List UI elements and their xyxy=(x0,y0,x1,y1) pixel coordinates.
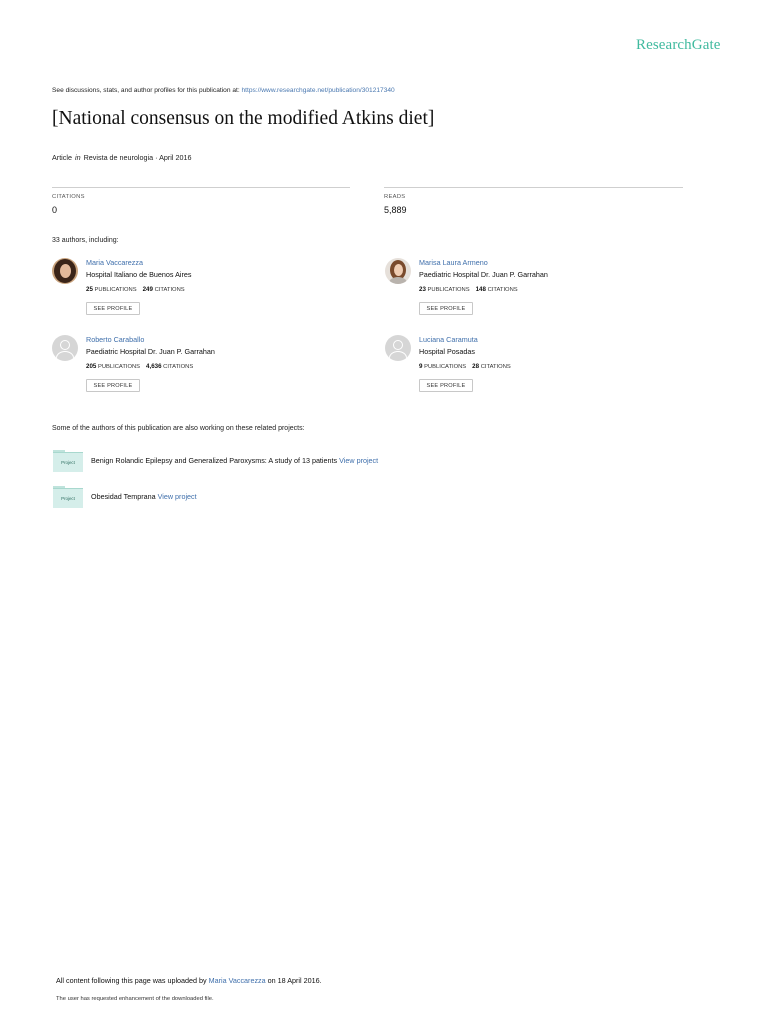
citations-count: 148 xyxy=(475,286,486,293)
discussion-line xyxy=(52,87,395,94)
author-name-link[interactable]: Marisa Laura Armeno xyxy=(419,258,488,267)
publications-label: PUBLICATIONS xyxy=(94,287,137,293)
publications-count: 25 xyxy=(86,286,93,293)
uploader-link[interactable]: Maria Vaccarezza xyxy=(208,976,266,985)
project-icon-label: Project xyxy=(61,460,75,465)
publications-count: 9 xyxy=(419,363,423,370)
publication-meta xyxy=(52,153,191,162)
citations-value: 0 xyxy=(52,205,58,215)
publication-type: Article xyxy=(52,153,72,162)
projects-heading: Some of the authors of this publication are also working on these related projects: xyxy=(52,425,305,432)
upload-suffix: on 18 April 2016. xyxy=(265,976,322,985)
publications-label: PUBLICATIONS xyxy=(427,287,470,293)
publications-count: 205 xyxy=(86,363,97,370)
project-item xyxy=(53,486,553,512)
project-folder-icon[interactable] xyxy=(53,450,83,472)
project-title: Benign Rolandic Epilepsy and Generalized Paroxysms: A study of 13 patients xyxy=(91,456,338,465)
author-stats xyxy=(86,363,193,370)
publications-label: PUBLICATIONS xyxy=(97,364,141,370)
researchgate-logo[interactable]: ResearchGate xyxy=(636,37,721,53)
publications-count: 23 xyxy=(419,286,426,293)
citations-stat-label: CITATIONS xyxy=(480,364,511,370)
project-folder-icon[interactable] xyxy=(53,486,83,508)
default-avatar-icon[interactable] xyxy=(385,335,411,361)
citations-label: CITATIONS xyxy=(52,194,85,200)
see-profile-button[interactable]: SEE PROFILE xyxy=(419,379,473,392)
author-card xyxy=(385,335,685,405)
project-title: Obesidad Temprana xyxy=(91,492,156,501)
author-name-link[interactable]: Luciana Caramuta xyxy=(419,335,478,344)
see-profile-button[interactable]: SEE PROFILE xyxy=(86,302,140,315)
upload-prefix: All content following this page was uploaded by xyxy=(56,976,209,985)
author-stats xyxy=(419,363,511,370)
publication-url-link[interactable]: https://www.researchgate.net/publication/301217340 xyxy=(241,87,395,94)
in-word: in xyxy=(74,153,81,162)
author-institution: Paediatric Hospital Dr. Juan P. Garrahan xyxy=(419,270,548,279)
citations-stat-label: CITATIONS xyxy=(154,287,185,293)
author-stats xyxy=(86,286,185,293)
project-text xyxy=(91,456,378,465)
see-profile-button[interactable]: SEE PROFILE xyxy=(419,302,473,315)
author-institution: Hospital Posadas xyxy=(419,347,475,356)
citations-stat-label: CITATIONS xyxy=(487,287,518,293)
citations-count: 28 xyxy=(472,363,480,370)
citations-count: 249 xyxy=(142,286,153,293)
citations-divider xyxy=(52,187,350,188)
see-profile-button[interactable]: SEE PROFILE xyxy=(86,379,140,392)
reads-value: 5,889 xyxy=(384,205,407,215)
project-item xyxy=(53,450,553,476)
publication-title: [National consensus on the modified Atkins diet] xyxy=(52,108,435,129)
author-institution: Hospital Italiano de Buenos Aires xyxy=(86,270,192,279)
default-avatar-icon[interactable] xyxy=(52,335,78,361)
author-institution: Paediatric Hospital Dr. Juan P. Garrahan xyxy=(86,347,215,356)
author-card xyxy=(52,335,352,405)
publications-label: PUBLICATIONS xyxy=(424,364,467,370)
view-project-link[interactable]: View project xyxy=(339,456,379,465)
author-stats xyxy=(419,286,518,293)
project-icon-label: Project xyxy=(61,496,75,501)
author-avatar[interactable] xyxy=(52,258,78,284)
reads-label: READS xyxy=(384,194,406,200)
view-project-link[interactable]: View project xyxy=(157,492,197,501)
author-avatar[interactable] xyxy=(385,258,411,284)
citations-stat-label: CITATIONS xyxy=(163,364,194,370)
author-card xyxy=(385,258,685,328)
discussion-text: See discussions, stats, and author profiles for this publication at: xyxy=(52,87,242,94)
author-name-link[interactable]: Roberto Caraballo xyxy=(86,335,145,344)
journal-date: Revista de neurologia · April 2016 xyxy=(83,153,192,162)
citations-count: 4,636 xyxy=(146,363,162,370)
project-text xyxy=(91,492,197,501)
reads-divider xyxy=(384,187,683,188)
authors-heading: 33 authors, including: xyxy=(52,237,119,244)
author-name-link[interactable]: Maria Vaccarezza xyxy=(86,258,143,267)
enhancement-note: The user has requested enhancement of the downloaded file. xyxy=(56,996,214,1002)
upload-note xyxy=(56,976,322,985)
author-card xyxy=(52,258,352,328)
